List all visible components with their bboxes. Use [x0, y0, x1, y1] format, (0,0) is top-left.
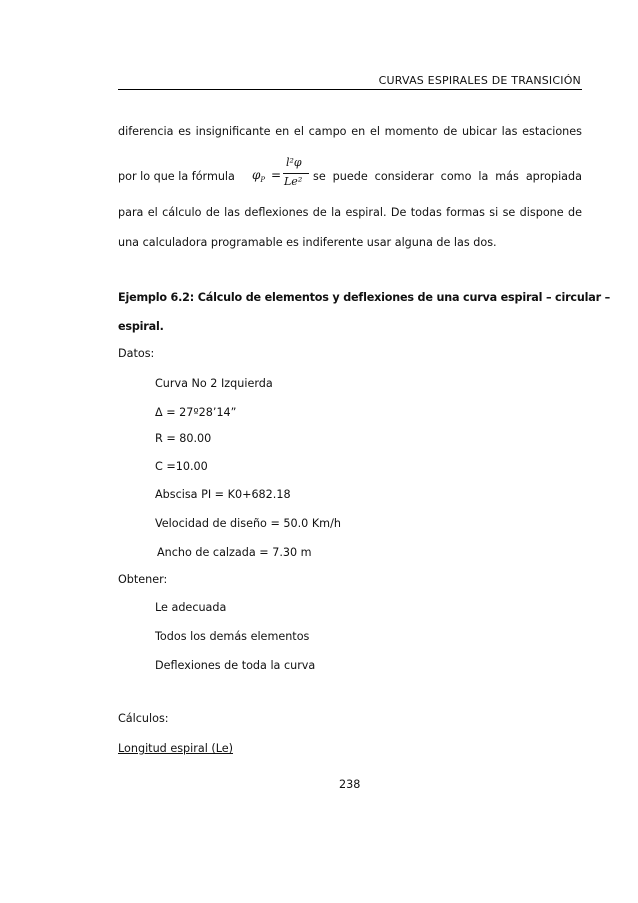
datos-item: Abscisa PI = K0+682.18 [155, 488, 291, 501]
datos-item: R = 80.00 [155, 432, 212, 445]
header-rule [118, 89, 582, 90]
datos-item: Δ = 27º28’14” [155, 406, 237, 419]
formula-equals: = [271, 168, 282, 182]
datos-item: Ancho de calzada = 7.30 m [157, 546, 312, 559]
formula-fraction-bar [283, 173, 309, 174]
datos-item: Velocidad de diseño = 50.0 Km/h [155, 517, 341, 530]
example-title-line-2: espiral. [118, 320, 164, 333]
obtener-label: Obtener: [118, 573, 168, 586]
paragraph-line-1: diferencia es insignificante en el campo en el momento de ubicar las estaciones [118, 125, 582, 138]
calculos-label: Cálculos: [118, 712, 169, 725]
page-number: 238 [339, 778, 361, 791]
paragraph-line-2-pre: por lo que la fórmula [118, 170, 235, 183]
deflection-formula [252, 156, 310, 190]
header-title: CURVAS ESPIRALES DE TRANSICIÓN [378, 74, 581, 87]
paragraph-line-4: una calculadora programable es indiferente usar alguna de las dos. [118, 236, 497, 249]
paragraph-line-3: para el cálculo de las deflexiones de la espiral. De todas formas si se dispone de [118, 206, 582, 219]
calculos-subtitle: Longitud espiral (Le) [118, 742, 234, 755]
datos-label: Datos: [118, 347, 155, 360]
obtener-item: Le adecuada [155, 601, 227, 614]
obtener-item: Deflexiones de toda la curva [155, 659, 316, 672]
formula-denominator: Le² [284, 175, 303, 188]
formula-lhs: φ [252, 168, 261, 182]
datos-item: C =10.00 [155, 460, 208, 473]
formula-subscript: P [260, 176, 266, 184]
formula-numerator: l²φ [286, 156, 302, 169]
obtener-item: Todos los demás elementos [155, 630, 310, 643]
paragraph-line-2-post: se puede considerar como la más apropiada [313, 170, 582, 183]
datos-item: Curva No 2 Izquierda [155, 377, 273, 390]
example-title-line-1: Ejemplo 6.2: Cálculo de elementos y deflexiones de una curva espiral – circular – [118, 291, 611, 304]
